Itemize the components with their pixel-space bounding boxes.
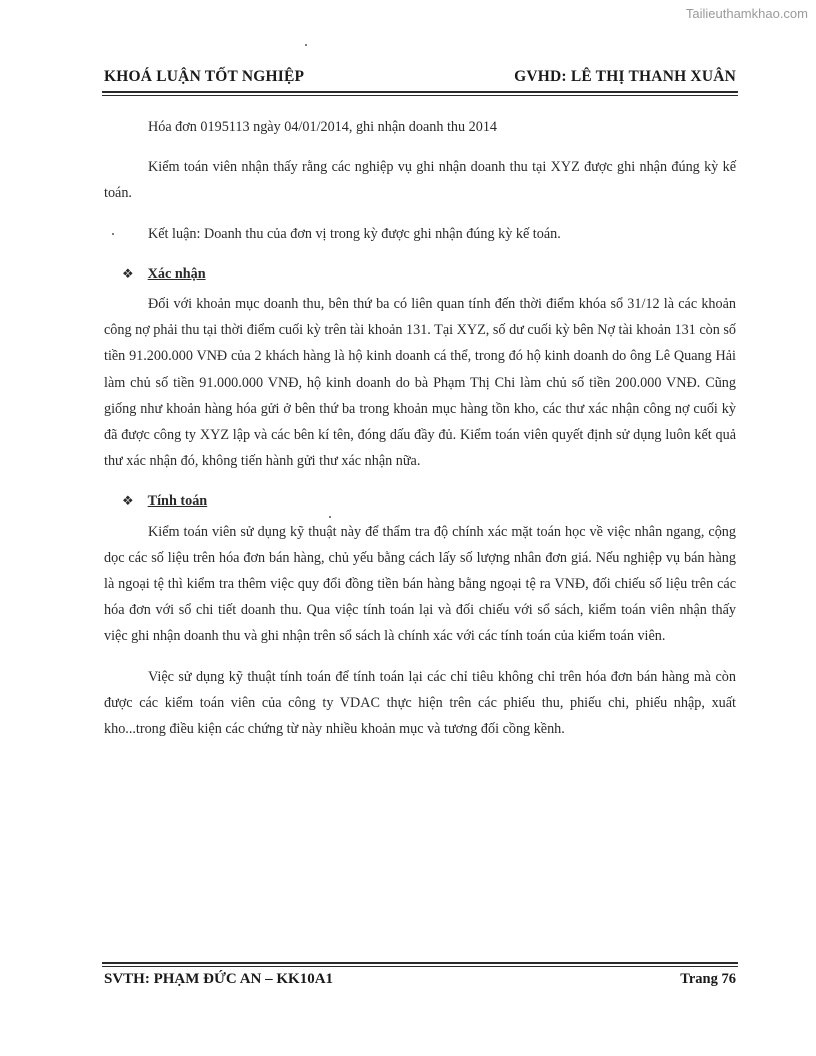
- footer-student: SVTH: PHẠM ĐỨC AN – KK10A1: [104, 971, 334, 987]
- diamond-bullet-icon: ❖: [122, 493, 134, 509]
- page-body: [104, 114, 736, 756]
- invoice-line: Hóa đơn 0195113 ngày 04/01/2014, ghi nhận doanh thu 2014: [148, 119, 498, 135]
- page-number: Trang 76: [680, 971, 736, 987]
- paragraph-confirmation: Đối với khoản mục doanh thu, bên thứ ba có liên quan tính đến thời điểm khóa sổ 31/12 là các khoản công nợ phải thu tại thời điểm cuối kỳ trên tài khoản 131. Tại XYZ, số dư cuối kỳ bên Nợ tài khoản 131 còn số tiền 91.200.000 VNĐ của 2 khách hàng là hộ kinh doanh cá thể, trong đó hộ kinh doanh do ông Lê Quang Hải làm chủ số tiền 91.000.000 VNĐ, hộ kinh doanh do bà Phạm Thị Chi làm chủ số tiền 200.000 VNĐ. Cũng giống như khoản hàng hóa gửi ở bên thứ ba trong khoản mục hàng tồn kho, các thư xác nhận công nợ cuối kỳ đã được công ty XYZ lập và các bên kí tên, đóng dấu đầy đủ. Kiểm toán viên quyết định sử dụng luôn kết quả thư xác nhận đó, không tiến hành gửi thư xác nhận nữa.: [104, 296, 736, 470]
- paragraph-calculation-2: Việc sử dụng kỹ thuật tính toán để tính toán lại các chỉ tiêu không chỉ trên hóa đơn bán hàng mà còn được các kiểm toán viên của công ty VDAC thực hiện trên các phiếu thu, phiếu chi, phiếu nhập, xuất kho...trong điều kiện các chứng từ này nhiều khoản mục và tương đối cồng kềnh.: [104, 668, 736, 738]
- header-thesis-title: KHOÁ LUẬN TỐT NGHIỆP: [104, 68, 305, 85]
- diamond-bullet-icon: ❖: [122, 265, 134, 281]
- section-title: Tính toán: [147, 493, 208, 510]
- paragraph-calculation-1: Kiểm toán viên sử dụng kỹ thuật này để thẩm tra độ chính xác mặt toán học về việc nhân ngang, cộng dọc các số liệu trên hóa đơn bán hàng, chủ yếu bằng cách lấy số lượng nhân đơn giá. Nếu nghiệp vụ bán hàng là ngoại tệ thì kiểm tra thêm việc quy đổi đồng tiền bán hàng bằng ngoại tệ ra VNĐ, đối chiếu số liệu trên các hóa đơn với sổ chi tiết doanh thu. Qua việc tính toán lại và đối chiếu với sổ sách, kiểm toán viên nhận thấy việc ghi nhận doanh thu và ghi nhận trên sổ sách là chính xác với các tính toán của kiểm toán viên.: [104, 523, 736, 645]
- paragraph-conclusion: Kết luận: Doanh thu của đơn vị trong kỳ được ghi nhận đúng kỳ kế toán.: [148, 225, 561, 242]
- watermark-text: Tailieuthamkhao.com: [685, 6, 808, 21]
- paragraph-observation: Kiểm toán viên nhận thấy rằng các nghiệp vụ ghi nhận doanh thu tại XYZ được ghi nhận đúng kỳ kế toán.: [104, 159, 736, 202]
- section-heading-confirmation: [122, 261, 736, 287]
- scan-speck: [305, 44, 307, 46]
- header-rule-thin: [102, 95, 738, 96]
- section-title: Xác nhận: [147, 265, 206, 282]
- footer-rule-thin: [102, 966, 738, 967]
- section-heading-calculation: [122, 488, 736, 514]
- footer-rule-thick: [102, 962, 738, 964]
- header-supervisor: GVHD: LÊ THỊ THANH XUÂN: [514, 68, 736, 85]
- page-footer: [104, 971, 736, 988]
- page-header: [104, 68, 736, 86]
- header-rule-thick: [102, 91, 738, 93]
